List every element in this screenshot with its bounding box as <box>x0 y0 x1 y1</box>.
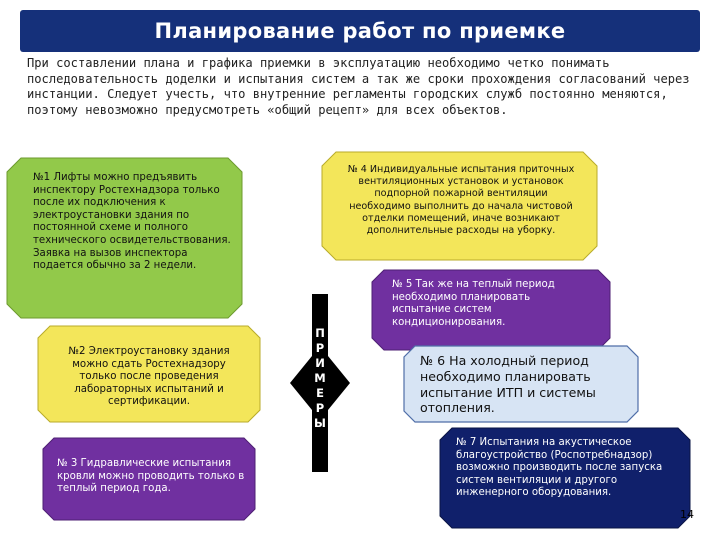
box-1-text: №1 Лифты можно предъявить инспектору Ростехнадзора только после их подключения к электроустановки здания по постоянной схеме и полного технического освидетельствования. Заявка на вызов инспектора подается обычно за 2 недели. <box>33 172 231 272</box>
example-box-1 <box>7 158 242 318</box>
example-box-5 <box>372 270 610 350</box>
box-5-text: № 5 Так же на теплый период необходимо планировать испытание систем кондиционирования. <box>392 279 555 328</box>
example-box-3 <box>43 438 255 520</box>
arrow-label: ПРИМЕРЫ <box>314 326 326 430</box>
examples-arrow <box>290 294 350 472</box>
box-7-text: № 7 Испытания на акустическое благоустройство (Роспотребнадзор) возможно производить после запуска систем вентиляции и другого инженерного оборудования. <box>456 437 663 499</box>
example-box-6 <box>404 346 638 422</box>
box-4-text: № 4 Индивидуальные испытания приточных вентиляционных установок и установок подпорной пожарной вентиляции необходимо выполнить до начала чистовой отделки помещений, иначе возникают дополнительные расходы на уборку. <box>347 164 575 237</box>
box-3-text: № 3 Гидравлические испытания кровли можно проводить только в теплый период года. <box>57 458 245 495</box>
slide-title: Планирование работ по приемке <box>20 10 700 52</box>
page-number: 14 <box>680 508 694 521</box>
intro-paragraph: При составлении плана и графика приемки в эксплуатацию необходимо четко понимать последовательность доделки и испытания систем а так же сроки прохождения согласований через инстанции. Следует учесть, что внутренние регламенты городских служб постоянно меняются, поэтому невозможно предусмотреть «общий рецепт» для всех объектов. <box>27 56 690 117</box>
box-2-text: №2 Электроустановку здания можно сдать Ростехнадзору только после проведения лабораторных испытаний и сертификации. <box>68 346 230 408</box>
example-box-2 <box>38 326 260 422</box>
box-6-text: № 6 На холодный период необходимо планировать испытание ИТП и системы отопления. <box>420 353 596 416</box>
example-box-7 <box>440 428 690 528</box>
example-box-4 <box>322 152 597 260</box>
